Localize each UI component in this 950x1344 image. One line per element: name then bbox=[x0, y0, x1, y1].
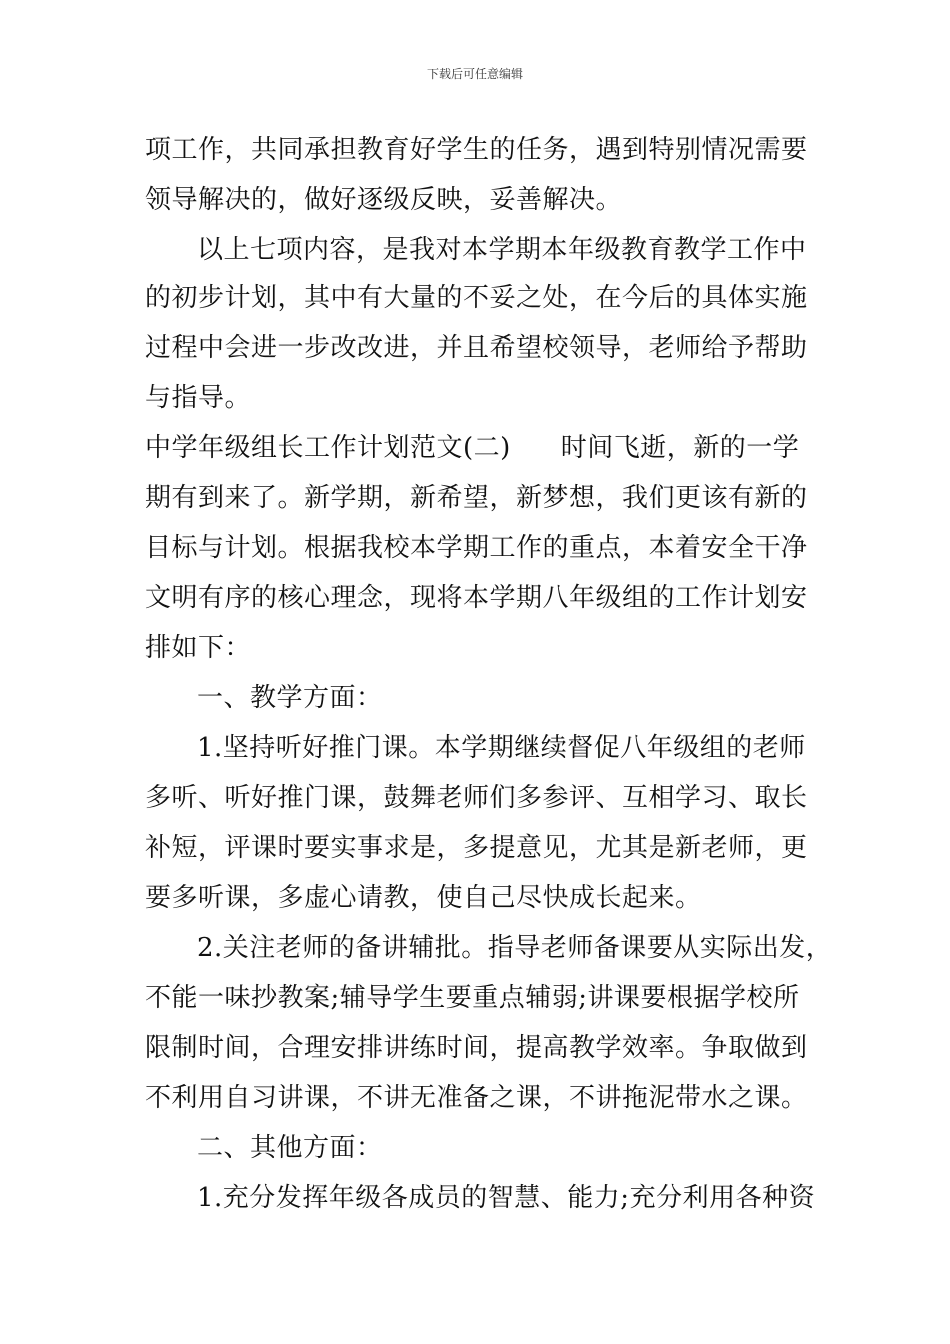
section-title: 中学年级组长工作计划范文(二) bbox=[145, 433, 511, 463]
paragraph-first-line: 2.关注老师的备讲辅批。指导老师备课要从实际出发， bbox=[197, 933, 833, 963]
page-header-note: 下载后可任意编辑 bbox=[426, 67, 523, 81]
paragraph-first-line: 1.充分发挥年级各成员的智慧、能力;充分利用各种资 bbox=[197, 1183, 816, 1213]
body-line: 排如下： bbox=[145, 633, 252, 663]
section-heading: 一、教学方面： bbox=[197, 683, 383, 713]
body-line: 限制时间，合理安排讲练时间，提高教学效率。争取做到 bbox=[145, 1033, 808, 1063]
body-line: 项工作，共同承担教育好学生的任务，遇到特别情况需要 bbox=[145, 135, 808, 165]
body-line: 的初步计划，其中有大量的不妥之处，在今后的具体实施 bbox=[145, 283, 808, 313]
body-line: 目标与计划。根据我校本学期工作的重点，本着安全干净 bbox=[145, 533, 808, 563]
body-line: 多听、听好推门课，鼓舞老师们多参评、互相学习、取长 bbox=[145, 783, 808, 813]
body-text-run: 时间飞逝，新的一学 bbox=[560, 433, 800, 463]
paragraph-first-line: 1.坚持听好推门课。本学期继续督促八年级组的老师 bbox=[197, 733, 806, 763]
body-line: 不利用自习讲课，不讲无准备之课，不讲拖泥带水之课。 bbox=[145, 1083, 808, 1113]
body-line: 不能一味抄教案;辅导学生要重点辅弱;讲课要根据学校所 bbox=[145, 983, 800, 1013]
body-line: 要多听课，多虚心请教，使自己尽快成长起来。 bbox=[145, 883, 702, 913]
body-line: 补短，评课时要实事求是，多提意见，尤其是新老师，更 bbox=[145, 833, 808, 863]
body-line: 文明有序的核心理念，现将本学期八年级组的工作计划安 bbox=[145, 583, 808, 613]
section-title-line bbox=[145, 431, 799, 465]
body-line: 过程中会进一步改改进，并且希望校领导，老师给予帮助 bbox=[145, 333, 808, 363]
body-line: 领导解决的，做好逐级反映，妥善解决。 bbox=[145, 185, 623, 215]
paragraph-first-line: 以上七项内容，是我对本学期本年级教育教学工作中 bbox=[197, 235, 807, 265]
section-heading: 二、其他方面： bbox=[197, 1133, 383, 1163]
body-line: 与指导。 bbox=[145, 383, 252, 413]
body-line: 期有到来了。新学期，新希望，新梦想，我们更该有新的 bbox=[145, 483, 808, 513]
